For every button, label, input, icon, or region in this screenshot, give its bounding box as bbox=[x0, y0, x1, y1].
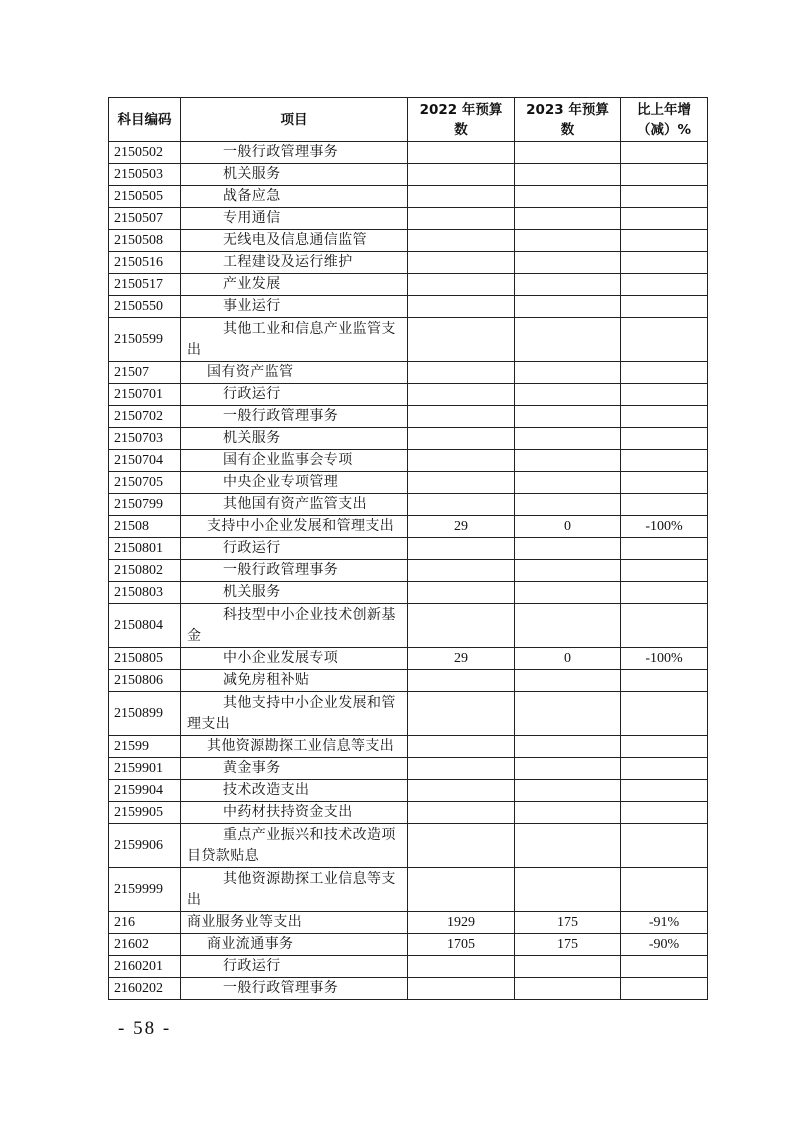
row-2023: 175 bbox=[515, 934, 621, 956]
row-2023 bbox=[515, 164, 621, 186]
row-change bbox=[621, 868, 708, 912]
row-2022 bbox=[408, 780, 515, 802]
row-2023 bbox=[515, 296, 621, 318]
row-2023: 175 bbox=[515, 912, 621, 934]
table-row bbox=[109, 802, 708, 824]
row-2023 bbox=[515, 692, 621, 736]
row-2022 bbox=[408, 868, 515, 912]
table-row bbox=[109, 318, 708, 362]
row-code: 2150704 bbox=[109, 450, 181, 472]
row-2022 bbox=[408, 560, 515, 582]
row-change bbox=[621, 956, 708, 978]
header-2022: 2022 年预算数 bbox=[408, 98, 515, 142]
row-2022 bbox=[408, 802, 515, 824]
row-code: 216 bbox=[109, 912, 181, 934]
row-2023: 0 bbox=[515, 648, 621, 670]
row-item: 专用通信 bbox=[181, 208, 408, 230]
table-row bbox=[109, 362, 708, 384]
row-code: 21602 bbox=[109, 934, 181, 956]
row-2022 bbox=[408, 692, 515, 736]
row-change bbox=[621, 472, 708, 494]
row-2022 bbox=[408, 252, 515, 274]
row-2023 bbox=[515, 670, 621, 692]
row-code: 2150899 bbox=[109, 692, 181, 736]
row-code: 2150508 bbox=[109, 230, 181, 252]
row-2022: 29 bbox=[408, 516, 515, 538]
row-item: 行政运行 bbox=[181, 538, 408, 560]
row-code: 2159905 bbox=[109, 802, 181, 824]
row-code: 2150803 bbox=[109, 582, 181, 604]
row-2022 bbox=[408, 318, 515, 362]
row-2022 bbox=[408, 736, 515, 758]
row-change bbox=[621, 164, 708, 186]
row-code: 2150701 bbox=[109, 384, 181, 406]
row-change: -90% bbox=[621, 934, 708, 956]
row-2022 bbox=[408, 362, 515, 384]
row-code: 2150502 bbox=[109, 142, 181, 164]
row-2022: 1705 bbox=[408, 934, 515, 956]
row-code: 21599 bbox=[109, 736, 181, 758]
row-item: 其他资源勘探工业信息等支出 bbox=[181, 736, 408, 758]
row-code: 2150804 bbox=[109, 604, 181, 648]
row-2023 bbox=[515, 472, 621, 494]
table-row bbox=[109, 978, 708, 1000]
row-code: 2150805 bbox=[109, 648, 181, 670]
table-row bbox=[109, 274, 708, 296]
row-change bbox=[621, 582, 708, 604]
row-2023 bbox=[515, 406, 621, 428]
row-change bbox=[621, 494, 708, 516]
row-change bbox=[621, 208, 708, 230]
row-change bbox=[621, 142, 708, 164]
row-change: -100% bbox=[621, 648, 708, 670]
row-2022 bbox=[408, 230, 515, 252]
row-change bbox=[621, 362, 708, 384]
table-row bbox=[109, 296, 708, 318]
row-code: 2150802 bbox=[109, 560, 181, 582]
row-2022 bbox=[408, 978, 515, 1000]
row-change bbox=[621, 406, 708, 428]
row-change bbox=[621, 604, 708, 648]
row-item: 一般行政管理事务 bbox=[181, 560, 408, 582]
table-row bbox=[109, 230, 708, 252]
table-row bbox=[109, 252, 708, 274]
row-change: -91% bbox=[621, 912, 708, 934]
table-row bbox=[109, 142, 708, 164]
row-2022: 29 bbox=[408, 648, 515, 670]
table-row bbox=[109, 186, 708, 208]
row-change bbox=[621, 692, 708, 736]
row-code: 21508 bbox=[109, 516, 181, 538]
row-change bbox=[621, 824, 708, 868]
row-item: 中小企业发展专项 bbox=[181, 648, 408, 670]
row-change bbox=[621, 318, 708, 362]
row-item: 事业运行 bbox=[181, 296, 408, 318]
row-2023 bbox=[515, 142, 621, 164]
table-row bbox=[109, 604, 708, 648]
table-row bbox=[109, 670, 708, 692]
table-row bbox=[109, 406, 708, 428]
row-item: 一般行政管理事务 bbox=[181, 142, 408, 164]
row-change: -100% bbox=[621, 516, 708, 538]
row-change bbox=[621, 670, 708, 692]
row-code: 2150599 bbox=[109, 318, 181, 362]
row-2023 bbox=[515, 428, 621, 450]
row-2023 bbox=[515, 824, 621, 868]
table-row bbox=[109, 164, 708, 186]
row-2022 bbox=[408, 670, 515, 692]
row-2023 bbox=[515, 274, 621, 296]
row-2022 bbox=[408, 450, 515, 472]
table-row bbox=[109, 450, 708, 472]
row-code: 2159906 bbox=[109, 824, 181, 868]
row-2022 bbox=[408, 758, 515, 780]
row-code: 2150505 bbox=[109, 186, 181, 208]
row-code: 2150550 bbox=[109, 296, 181, 318]
row-item: 其他工业和信息产业监管支出 bbox=[181, 318, 408, 362]
row-item: 战备应急 bbox=[181, 186, 408, 208]
row-item: 国有资产监管 bbox=[181, 362, 408, 384]
row-2023 bbox=[515, 208, 621, 230]
row-code: 2150703 bbox=[109, 428, 181, 450]
row-2022 bbox=[408, 604, 515, 648]
row-2023 bbox=[515, 230, 621, 252]
row-item: 中央企业专项管理 bbox=[181, 472, 408, 494]
row-2023 bbox=[515, 978, 621, 1000]
table-row bbox=[109, 472, 708, 494]
row-change bbox=[621, 736, 708, 758]
row-item: 行政运行 bbox=[181, 956, 408, 978]
row-code: 2159999 bbox=[109, 868, 181, 912]
row-item: 商业流通事务 bbox=[181, 934, 408, 956]
row-change bbox=[621, 384, 708, 406]
row-change bbox=[621, 538, 708, 560]
row-change bbox=[621, 978, 708, 1000]
row-item: 技术改造支出 bbox=[181, 780, 408, 802]
row-change bbox=[621, 780, 708, 802]
row-item: 产业发展 bbox=[181, 274, 408, 296]
table-row bbox=[109, 824, 708, 868]
row-2023 bbox=[515, 780, 621, 802]
row-change bbox=[621, 296, 708, 318]
row-code: 2150503 bbox=[109, 164, 181, 186]
row-code: 2160201 bbox=[109, 956, 181, 978]
row-code: 2150806 bbox=[109, 670, 181, 692]
row-item: 无线电及信息通信监管 bbox=[181, 230, 408, 252]
table-row bbox=[109, 868, 708, 912]
row-item: 一般行政管理事务 bbox=[181, 978, 408, 1000]
row-2022 bbox=[408, 406, 515, 428]
row-2023 bbox=[515, 604, 621, 648]
table-row bbox=[109, 956, 708, 978]
table-row bbox=[109, 538, 708, 560]
row-change bbox=[621, 560, 708, 582]
row-change bbox=[621, 428, 708, 450]
row-2023 bbox=[515, 758, 621, 780]
row-2023 bbox=[515, 560, 621, 582]
row-change bbox=[621, 802, 708, 824]
row-2023 bbox=[515, 582, 621, 604]
row-item: 机关服务 bbox=[181, 582, 408, 604]
row-item: 中药材扶持资金支出 bbox=[181, 802, 408, 824]
row-item: 国有企业监事会专项 bbox=[181, 450, 408, 472]
row-item: 商业服务业等支出 bbox=[181, 912, 408, 934]
budget-table bbox=[108, 97, 708, 1000]
table-row bbox=[109, 516, 708, 538]
row-code: 2150799 bbox=[109, 494, 181, 516]
row-2022 bbox=[408, 186, 515, 208]
row-2022 bbox=[408, 274, 515, 296]
row-2022 bbox=[408, 142, 515, 164]
table-row bbox=[109, 428, 708, 450]
header-2023: 2023 年预算数 bbox=[515, 98, 621, 142]
row-item: 机关服务 bbox=[181, 164, 408, 186]
row-code: 2150702 bbox=[109, 406, 181, 428]
table-row bbox=[109, 736, 708, 758]
header-code: 科目编码 bbox=[109, 98, 181, 142]
row-code: 2160202 bbox=[109, 978, 181, 1000]
table-row bbox=[109, 560, 708, 582]
table-row bbox=[109, 692, 708, 736]
row-2023 bbox=[515, 362, 621, 384]
row-2022 bbox=[408, 494, 515, 516]
row-2022 bbox=[408, 384, 515, 406]
row-item: 工程建设及运行维护 bbox=[181, 252, 408, 274]
row-2023 bbox=[515, 252, 621, 274]
row-item: 行政运行 bbox=[181, 384, 408, 406]
row-item: 重点产业振兴和技术改造项目贷款贴息 bbox=[181, 824, 408, 868]
row-item: 其他资源勘探工业信息等支出 bbox=[181, 868, 408, 912]
row-2023 bbox=[515, 494, 621, 516]
row-2022 bbox=[408, 208, 515, 230]
row-item: 科技型中小企业技术创新基金 bbox=[181, 604, 408, 648]
row-item: 支持中小企业发展和管理支出 bbox=[181, 516, 408, 538]
table-row bbox=[109, 912, 708, 934]
row-item: 机关服务 bbox=[181, 428, 408, 450]
table-row bbox=[109, 780, 708, 802]
table-row bbox=[109, 934, 708, 956]
row-2023 bbox=[515, 538, 621, 560]
row-2022 bbox=[408, 164, 515, 186]
row-change bbox=[621, 252, 708, 274]
row-change bbox=[621, 274, 708, 296]
row-item: 黄金事务 bbox=[181, 758, 408, 780]
row-2023 bbox=[515, 956, 621, 978]
table-row bbox=[109, 758, 708, 780]
row-2023 bbox=[515, 186, 621, 208]
row-code: 2150516 bbox=[109, 252, 181, 274]
row-2022 bbox=[408, 824, 515, 868]
row-2022 bbox=[408, 538, 515, 560]
row-item: 一般行政管理事务 bbox=[181, 406, 408, 428]
row-change bbox=[621, 450, 708, 472]
table-header bbox=[109, 98, 708, 142]
row-item: 其他支持中小企业发展和管理支出 bbox=[181, 692, 408, 736]
table-row bbox=[109, 208, 708, 230]
table-row bbox=[109, 648, 708, 670]
row-code: 2150705 bbox=[109, 472, 181, 494]
row-2022 bbox=[408, 296, 515, 318]
row-2023 bbox=[515, 450, 621, 472]
row-2022 bbox=[408, 582, 515, 604]
row-2022 bbox=[408, 956, 515, 978]
row-code: 2150801 bbox=[109, 538, 181, 560]
row-2023 bbox=[515, 318, 621, 362]
row-2023 bbox=[515, 384, 621, 406]
row-code: 2150507 bbox=[109, 208, 181, 230]
row-code: 2150517 bbox=[109, 274, 181, 296]
header-item: 项目 bbox=[181, 98, 408, 142]
table-row bbox=[109, 384, 708, 406]
row-2023 bbox=[515, 868, 621, 912]
row-change bbox=[621, 758, 708, 780]
row-2023: 0 bbox=[515, 516, 621, 538]
row-2023 bbox=[515, 736, 621, 758]
row-2023 bbox=[515, 802, 621, 824]
row-code: 21507 bbox=[109, 362, 181, 384]
row-item: 其他国有资产监管支出 bbox=[181, 494, 408, 516]
row-code: 2159904 bbox=[109, 780, 181, 802]
row-2022 bbox=[408, 428, 515, 450]
header-change: 比上年增（减）% bbox=[621, 98, 708, 142]
row-code: 2159901 bbox=[109, 758, 181, 780]
row-change bbox=[621, 230, 708, 252]
row-2022: 1929 bbox=[408, 912, 515, 934]
page-number: - 58 - bbox=[118, 1018, 172, 1039]
table-row bbox=[109, 494, 708, 516]
row-2022 bbox=[408, 472, 515, 494]
table-row bbox=[109, 582, 708, 604]
row-item: 减免房租补贴 bbox=[181, 670, 408, 692]
row-change bbox=[621, 186, 708, 208]
